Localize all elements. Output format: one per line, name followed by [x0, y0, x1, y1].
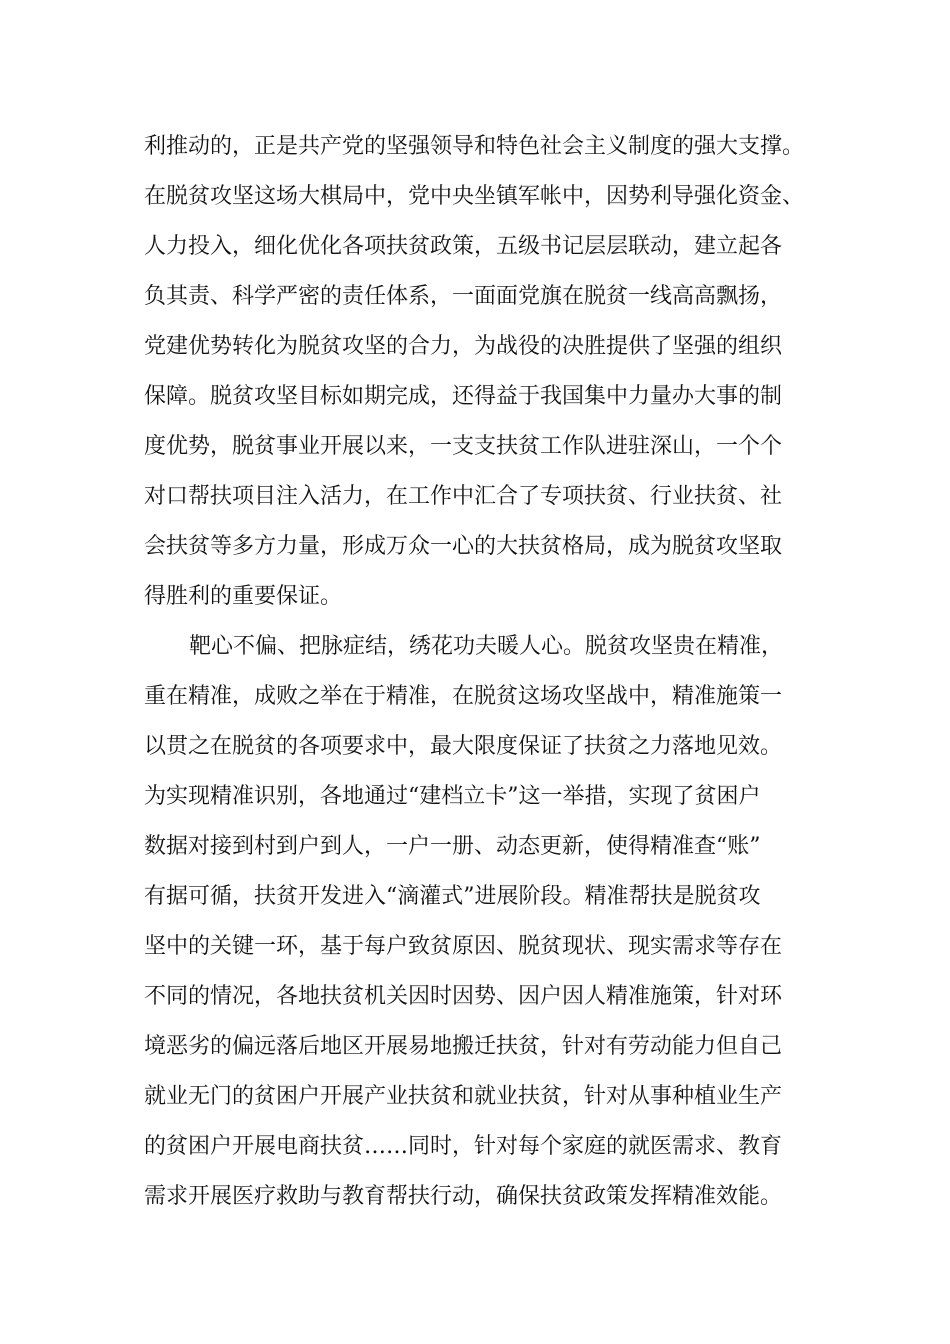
paragraph-1-line-9: 会扶贫等多方力量，形成万众一心的大扶贫格局，成为脱贫攻坚取 — [144, 534, 783, 559]
paragraph-1-line-10: 得胜利的重要保证。 — [144, 584, 343, 609]
paragraph-1-line-1: 利推动的，正是共产党的坚强领导和特色社会主义制度的强大支撑。 — [144, 134, 805, 159]
paragraph-2-line-10: 就业无门的贫困户开展产业扶贫和就业扶贫，针对从事种植业生产 — [144, 1084, 783, 1109]
paragraph-2-line-2: 重在精准，成败之举在于精准，在脱贫这场攻坚战中，精准施策一 — [144, 684, 783, 709]
paragraph-2-line-8: 不同的情况，各地扶贫机关因时因势、因户因人精准施策，针对环 — [144, 984, 783, 1009]
paragraph-1-line-8: 对口帮扶项目注入活力，在工作中汇合了专项扶贫、行业扶贫、社 — [144, 484, 783, 509]
paragraph-1-line-4: 负其责、科学严密的责任体系，一面面党旗在脱贫一线高高飘扬， — [144, 284, 783, 309]
paragraph-1-line-7: 度优势，脱贫事业开展以来，一支支扶贫工作队进驻深山，一个个 — [144, 434, 783, 459]
paragraph-1-line-3: 人力投入，细化优化各项扶贫政策，五级书记层层联动，建立起各 — [144, 234, 783, 259]
paragraph-2-line-1: 靶心不偏、把脉症结，绣花功夫暖人心。脱贫攻坚贵在精准， — [189, 634, 784, 659]
paragraph-2-line-9: 境恶劣的偏远落后地区开展易地搬迁扶贫，针对有劳动能力但自己 — [144, 1034, 783, 1059]
paragraph-2-line-12: 需求开展医疗救助与教育帮扶行动，确保扶贫政策发挥精准效能。 — [144, 1184, 783, 1209]
paragraph-2-line-5: 数据对接到村到户到人，一户一册、动态更新，使得精准查“账” — [144, 834, 761, 859]
paragraph-2-line-3: 以贯之在脱贫的各项要求中，最大限度保证了扶贫之力落地见效。 — [144, 734, 783, 759]
paragraph-2-line-6: 有据可循，扶贫开发进入“滴灌式”进展阶段。精准帮扶是脱贫攻 — [144, 884, 761, 909]
paragraph-2-line-11: 的贫困户开展电商扶贫……同时，针对每个家庭的就医需求、教育 — [144, 1134, 783, 1159]
paragraph-2-line-7: 坚中的关键一环，基于每户致贫原因、脱贫现状、现实需求等存在 — [144, 934, 783, 959]
paragraph-1-line-6: 保障。脱贫攻坚目标如期完成，还得益于我国集中力量办大事的制 — [144, 384, 783, 409]
paragraph-2-line-4: 为实现精准识别，各地通过“建档立卡”这一举措，实现了贫困户 — [144, 784, 761, 809]
paragraph-1-line-5: 党建优势转化为脱贫攻坚的合力，为战役的决胜提供了坚强的组织 — [144, 334, 783, 359]
paragraph-1-line-2: 在脱贫攻坚这场大棋局中，党中央坐镇军帐中，因势利导强化资金、 — [144, 184, 805, 209]
